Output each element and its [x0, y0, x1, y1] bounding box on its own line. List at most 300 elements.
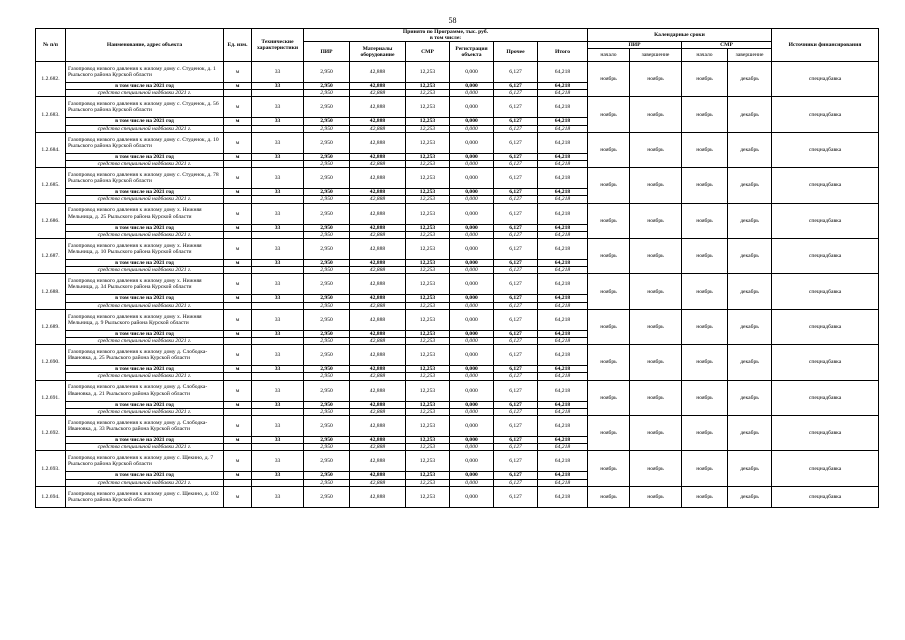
table-row [36, 451, 879, 472]
smr-cell: 12,253 [406, 196, 450, 203]
program-table [35, 28, 879, 508]
reg-cell: 0,000 [450, 345, 494, 366]
unit-cell: м [224, 274, 252, 295]
total-cell: 64,218 [538, 189, 588, 196]
tech-cell: 33 [252, 437, 304, 444]
mat-cell: 42,888 [350, 451, 406, 472]
tech-cell: 33 [252, 451, 304, 472]
object-name: Газопровод низкого давления к жилому дому д. Слободка-Ивановка, д. 21 Рыльского района Курской области [66, 380, 224, 401]
total-cell: 64,218 [538, 437, 588, 444]
other-cell: 6,127 [494, 444, 538, 451]
smr-cell: 12,253 [406, 203, 450, 224]
tech-cell: 33 [252, 83, 304, 90]
other-cell: 6,127 [494, 479, 538, 486]
reg-cell: 0,000 [450, 196, 494, 203]
mat-cell: 42,888 [350, 408, 406, 415]
row-number: 1.2.688. [36, 274, 66, 309]
pir-end-cell: ноябрь [630, 132, 682, 167]
smr-start-cell: ноябрь [682, 274, 728, 309]
smr-cell: 12,253 [406, 451, 450, 472]
tech-cell: 33 [252, 153, 304, 160]
row-number: 1.2.693. [36, 451, 66, 486]
total-cell: 64,218 [538, 401, 588, 408]
row-number: 1.2.692. [36, 416, 66, 451]
mat-cell: 42,888 [350, 366, 406, 373]
row-number: 1.2.686. [36, 203, 66, 238]
object-name: Газопровод низкого давления к жилому дому с. Студенок, д. 1 Рыльского района Курской области [66, 62, 224, 83]
other-cell: 6,127 [494, 380, 538, 401]
unit-cell: м [224, 330, 252, 337]
other-cell: 6,127 [494, 161, 538, 168]
tech-cell-empty [252, 231, 304, 238]
other-cell: 6,127 [494, 373, 538, 380]
smr-cell: 12,253 [406, 125, 450, 132]
total-cell: 64,218 [538, 239, 588, 260]
smr-cell: 12,253 [406, 309, 450, 330]
smr-end-cell: декабрь [728, 168, 772, 203]
mat-cell: 42,888 [350, 196, 406, 203]
smr-end-cell: декабрь [728, 203, 772, 238]
unit-cell: м [224, 224, 252, 231]
reg-cell: 0,000 [450, 168, 494, 189]
mat-cell: 42,888 [350, 302, 406, 309]
pir-cell: 2,950 [304, 267, 350, 274]
tech-cell-empty [252, 338, 304, 345]
pir-start-cell: ноябрь [588, 203, 630, 238]
other-cell: 6,127 [494, 62, 538, 83]
mat-cell: 42,888 [350, 479, 406, 486]
tech-cell: 33 [252, 260, 304, 267]
smr-end-cell: декабрь [728, 274, 772, 309]
smr-cell: 12,253 [406, 260, 450, 267]
object-name: Газопровод низкого давления к жилому дому х. Нижняя Мельница, д. 9 Рыльского района Курской области [66, 309, 224, 330]
reg-cell: 0,000 [450, 118, 494, 125]
tech-cell-empty [252, 161, 304, 168]
reg-cell: 0,000 [450, 486, 494, 507]
tech-cell: 33 [252, 239, 304, 260]
year-label: в том числе на 2021 год [66, 260, 224, 267]
reg-cell: 0,000 [450, 366, 494, 373]
smr-cell: 12,253 [406, 97, 450, 118]
pir-cell: 2,950 [304, 295, 350, 302]
header-smr: СМР [406, 42, 450, 62]
other-cell: 6,127 [494, 302, 538, 309]
reg-cell: 0,000 [450, 295, 494, 302]
pir-start-cell: ноябрь [588, 97, 630, 132]
table-row [36, 132, 879, 153]
smr-cell: 12,253 [406, 153, 450, 160]
other-cell: 6,127 [494, 203, 538, 224]
smr-cell: 12,253 [406, 437, 450, 444]
total-cell: 64,218 [538, 83, 588, 90]
smr-cell: 12,253 [406, 62, 450, 83]
mat-cell: 42,888 [350, 401, 406, 408]
total-cell: 64,218 [538, 125, 588, 132]
total-cell: 64,218 [538, 62, 588, 83]
smr-start-cell: ноябрь [682, 132, 728, 167]
pir-end-cell: ноябрь [630, 239, 682, 274]
pir-cell: 2,950 [304, 274, 350, 295]
reg-cell: 0,000 [450, 401, 494, 408]
tech-cell: 33 [252, 380, 304, 401]
smr-cell: 12,253 [406, 189, 450, 196]
other-cell: 6,127 [494, 401, 538, 408]
pir-start-cell: ноябрь [588, 451, 630, 486]
mat-cell: 42,888 [350, 274, 406, 295]
reg-cell: 0,000 [450, 90, 494, 97]
pir-start-cell: ноябрь [588, 486, 630, 507]
mat-cell: 42,888 [350, 486, 406, 507]
unit-cell: м [224, 153, 252, 160]
pir-end-cell: ноябрь [630, 345, 682, 380]
other-cell: 6,127 [494, 486, 538, 507]
mat-cell: 42,888 [350, 416, 406, 437]
pir-cell: 2,950 [304, 97, 350, 118]
total-cell: 64,218 [538, 416, 588, 437]
tech-cell: 33 [252, 416, 304, 437]
source-cell: спецнадбавка [772, 486, 879, 507]
pir-end-cell: ноябрь [630, 486, 682, 507]
source-cell: спецнадбавка [772, 416, 879, 451]
object-name: Газопровод низкого давления к жилому дому с. Студенок, д. 10 Рыльского района Курской области [66, 132, 224, 153]
unit-cell: м [224, 451, 252, 472]
pir-cell: 2,950 [304, 330, 350, 337]
other-cell: 6,127 [494, 267, 538, 274]
pir-cell: 2,950 [304, 345, 350, 366]
pir-start-cell: ноябрь [588, 168, 630, 203]
mat-cell: 42,888 [350, 168, 406, 189]
reg-cell: 0,000 [450, 97, 494, 118]
smr-start-cell: ноябрь [682, 97, 728, 132]
row-number: 1.2.690. [36, 345, 66, 380]
tech-cell-empty [252, 125, 304, 132]
header-name: Наименование, адрес объекта [66, 29, 224, 62]
unit-cell-empty [224, 479, 252, 486]
smr-cell: 12,253 [406, 486, 450, 507]
year-label: в том числе на 2021 год [66, 330, 224, 337]
total-cell: 64,218 [538, 224, 588, 231]
reg-cell: 0,000 [450, 239, 494, 260]
pir-cell: 2,950 [304, 338, 350, 345]
unit-cell: м [224, 260, 252, 267]
mat-cell: 42,888 [350, 239, 406, 260]
tech-cell-empty [252, 90, 304, 97]
reg-cell: 0,000 [450, 309, 494, 330]
header-pir-end: завершение [630, 49, 682, 62]
object-name: Газопровод низкого давления к жилому дому х. Нижняя Мельница, д. 25 Рыльского района Курской области [66, 203, 224, 224]
pir-cell: 2,950 [304, 62, 350, 83]
object-name: Газопровод низкого давления к жилому дому х. Нижняя Мельница, д. 10 Рыльского района Курской области [66, 239, 224, 260]
other-cell: 6,127 [494, 416, 538, 437]
other-cell: 6,127 [494, 224, 538, 231]
pir-start-cell: ноябрь [588, 274, 630, 309]
source-cell: спецнадбавка [772, 62, 879, 97]
total-cell: 64,218 [538, 267, 588, 274]
header-smr-start: начало [682, 49, 728, 62]
pir-cell: 2,950 [304, 451, 350, 472]
smr-cell: 12,253 [406, 239, 450, 260]
object-name: Газопровод низкого давления к жилому дому д. Слободка-Ивановка, д. 33 Рыльского района Курской области [66, 416, 224, 437]
other-cell: 6,127 [494, 451, 538, 472]
pir-end-cell: ноябрь [630, 309, 682, 344]
unit-cell: м [224, 416, 252, 437]
smr-end-cell: декабрь [728, 97, 772, 132]
year-label: в том числе на 2021 год [66, 224, 224, 231]
smr-cell: 12,253 [406, 416, 450, 437]
pir-start-cell: ноябрь [588, 62, 630, 97]
smr-start-cell: ноябрь [682, 239, 728, 274]
reg-cell: 0,000 [450, 416, 494, 437]
table-row [36, 416, 879, 437]
smr-end-cell: декабрь [728, 486, 772, 507]
total-cell: 64,218 [538, 345, 588, 366]
year-label: в том числе на 2021 год [66, 83, 224, 90]
header-other: Прочее [494, 42, 538, 62]
pir-start-cell: ноябрь [588, 239, 630, 274]
mat-cell: 42,888 [350, 231, 406, 238]
row-number: 1.2.687. [36, 239, 66, 274]
pir-cell: 2,950 [304, 260, 350, 267]
total-cell: 64,218 [538, 231, 588, 238]
other-cell: 6,127 [494, 90, 538, 97]
tech-cell: 33 [252, 401, 304, 408]
pir-cell: 2,950 [304, 401, 350, 408]
smr-cell: 12,253 [406, 295, 450, 302]
mat-cell: 42,888 [350, 444, 406, 451]
total-cell: 64,218 [538, 302, 588, 309]
other-cell: 6,127 [494, 97, 538, 118]
mat-cell: 42,888 [350, 380, 406, 401]
tech-cell-empty [252, 267, 304, 274]
tech-cell: 33 [252, 62, 304, 83]
special-label: средства специальной надбавки 2021 г. [66, 338, 224, 345]
mat-cell: 42,888 [350, 267, 406, 274]
table-row [36, 62, 879, 83]
pir-cell: 2,950 [304, 486, 350, 507]
smr-cell: 12,253 [406, 472, 450, 479]
total-cell: 64,218 [538, 408, 588, 415]
reg-cell: 0,000 [450, 231, 494, 238]
row-number: 1.2.683. [36, 97, 66, 132]
other-cell: 6,127 [494, 189, 538, 196]
source-cell: спецнадбавка [772, 239, 879, 274]
table-row [36, 203, 879, 224]
mat-cell: 42,888 [350, 161, 406, 168]
header-cost-title: Принято по Программе, тыс. руб. [402, 29, 489, 35]
reg-cell: 0,000 [450, 224, 494, 231]
pir-end-cell: ноябрь [630, 62, 682, 97]
reg-cell: 0,000 [450, 274, 494, 295]
smr-end-cell: декабрь [728, 62, 772, 97]
unit-cell: м [224, 83, 252, 90]
smr-end-cell: декабрь [728, 239, 772, 274]
special-label: средства специальной надбавки 2021 г. [66, 302, 224, 309]
total-cell: 64,218 [538, 451, 588, 472]
total-cell: 64,218 [538, 168, 588, 189]
year-label: в том числе на 2021 год [66, 366, 224, 373]
total-cell: 64,218 [538, 330, 588, 337]
mat-cell: 42,888 [350, 260, 406, 267]
smr-cell: 12,253 [406, 444, 450, 451]
smr-start-cell: ноябрь [682, 380, 728, 415]
unit-cell-empty [224, 231, 252, 238]
mat-cell: 42,888 [350, 97, 406, 118]
total-cell: 64,218 [538, 373, 588, 380]
header-unit: Ед. изм. [224, 29, 252, 62]
other-cell: 6,127 [494, 330, 538, 337]
total-cell: 64,218 [538, 444, 588, 451]
table-row [36, 97, 879, 118]
special-label: средства специальной надбавки 2021 г. [66, 267, 224, 274]
smr-end-cell: декабрь [728, 451, 772, 486]
other-cell: 6,127 [494, 168, 538, 189]
pir-end-cell: ноябрь [630, 380, 682, 415]
pir-end-cell: ноябрь [630, 203, 682, 238]
header-sources: Источники финансирования [772, 29, 879, 62]
source-cell: спецнадбавка [772, 97, 879, 132]
smr-end-cell: декабрь [728, 380, 772, 415]
header-pir: ПИР [304, 42, 350, 62]
smr-start-cell: ноябрь [682, 62, 728, 97]
smr-cell: 12,253 [406, 161, 450, 168]
table-row [36, 239, 879, 260]
reg-cell: 0,000 [450, 380, 494, 401]
unit-cell: м [224, 97, 252, 118]
object-name: Газопровод низкого давления к жилому дому с. Щекино, д. 7 Рыльского района Курской области [66, 451, 224, 472]
source-cell: спецнадбавка [772, 380, 879, 415]
page-number: 58 [448, 16, 457, 25]
unit-cell: м [224, 203, 252, 224]
year-label: в том числе на 2021 год [66, 472, 224, 479]
reg-cell: 0,000 [450, 338, 494, 345]
source-cell: спецнадбавка [772, 274, 879, 309]
object-name: Газопровод низкого давления к жилому дому с. Студенок, д. 78 Рыльского района Курской области [66, 168, 224, 189]
pir-cell: 2,950 [304, 132, 350, 153]
other-cell: 6,127 [494, 132, 538, 153]
table-row [36, 345, 879, 366]
smr-start-cell: ноябрь [682, 451, 728, 486]
header-including: в том числе: [429, 35, 462, 41]
smr-start-cell: ноябрь [682, 416, 728, 451]
pir-cell: 2,950 [304, 444, 350, 451]
reg-cell: 0,000 [450, 373, 494, 380]
total-cell: 64,218 [538, 153, 588, 160]
unit-cell: м [224, 309, 252, 330]
header-materials: Материалы оборудование [350, 42, 406, 62]
object-name: Газопровод низкого давления к жилому дому с. Щекино, д. 102 Рыльского района Курской области [66, 486, 224, 507]
pir-cell: 2,950 [304, 239, 350, 260]
tech-cell: 33 [252, 189, 304, 196]
year-label: в том числе на 2021 год [66, 295, 224, 302]
source-cell: спецнадбавка [772, 168, 879, 203]
object-name: Газопровод низкого давления к жилому дому д. Слободка-Ивановка, д. 25 Рыльского района Курской области [66, 345, 224, 366]
total-cell: 64,218 [538, 118, 588, 125]
mat-cell: 42,888 [350, 437, 406, 444]
table-row [36, 168, 879, 189]
total-cell: 64,218 [538, 196, 588, 203]
table-row [36, 486, 879, 507]
smr-end-cell: декабрь [728, 345, 772, 380]
pir-cell: 2,950 [304, 302, 350, 309]
header-tech: Технические характеристики [252, 29, 304, 62]
total-cell: 64,218 [538, 203, 588, 224]
unit-cell-empty [224, 444, 252, 451]
smr-cell: 12,253 [406, 330, 450, 337]
other-cell: 6,127 [494, 239, 538, 260]
tech-cell-empty [252, 373, 304, 380]
pir-start-cell: ноябрь [588, 345, 630, 380]
table-body [36, 62, 879, 508]
smr-start-cell: ноябрь [682, 309, 728, 344]
mat-cell: 42,888 [350, 83, 406, 90]
smr-cell: 12,253 [406, 373, 450, 380]
unit-cell: м [224, 62, 252, 83]
other-cell: 6,127 [494, 345, 538, 366]
special-label: средства специальной надбавки 2021 г. [66, 161, 224, 168]
mat-cell: 42,888 [350, 62, 406, 83]
pir-cell: 2,950 [304, 472, 350, 479]
mat-cell: 42,888 [350, 338, 406, 345]
pir-end-cell: ноябрь [630, 274, 682, 309]
pir-cell: 2,950 [304, 309, 350, 330]
total-cell: 64,218 [538, 274, 588, 295]
smr-cell: 12,253 [406, 267, 450, 274]
unit-cell: м [224, 189, 252, 196]
other-cell: 6,127 [494, 274, 538, 295]
smr-cell: 12,253 [406, 231, 450, 238]
unit-cell: м [224, 345, 252, 366]
row-number: 1.2.694. [36, 486, 66, 507]
header-num: № п/п [36, 29, 66, 62]
reg-cell: 0,000 [450, 408, 494, 415]
unit-cell: м [224, 366, 252, 373]
smr-end-cell: декабрь [728, 132, 772, 167]
row-number: 1.2.689. [36, 309, 66, 344]
smr-start-cell: ноябрь [682, 486, 728, 507]
tech-cell: 33 [252, 295, 304, 302]
reg-cell: 0,000 [450, 260, 494, 267]
tech-cell: 33 [252, 118, 304, 125]
header-cal-pir: ПИР [588, 42, 682, 49]
year-label: в том числе на 2021 год [66, 401, 224, 408]
table-row [36, 380, 879, 401]
unit-cell-empty [224, 373, 252, 380]
source-cell: спецнадбавка [772, 345, 879, 380]
object-name: Газопровод низкого давления к жилому дому х. Нижняя Мельница, д. 34 Рыльского района Курской области [66, 274, 224, 295]
row-number: 1.2.682. [36, 62, 66, 97]
tech-cell: 33 [252, 132, 304, 153]
total-cell: 64,218 [538, 338, 588, 345]
tech-cell-empty [252, 196, 304, 203]
unit-cell: м [224, 437, 252, 444]
smr-cell: 12,253 [406, 224, 450, 231]
mat-cell: 42,888 [350, 132, 406, 153]
header-pir-start: начало [588, 49, 630, 62]
tech-cell-empty [252, 479, 304, 486]
table-row [36, 274, 879, 295]
pir-cell: 2,950 [304, 479, 350, 486]
other-cell: 6,127 [494, 153, 538, 160]
source-cell: спецнадбавка [772, 309, 879, 344]
pir-cell: 2,950 [304, 231, 350, 238]
mat-cell: 42,888 [350, 153, 406, 160]
total-cell: 64,218 [538, 472, 588, 479]
pir-cell: 2,950 [304, 437, 350, 444]
pir-cell: 2,950 [304, 153, 350, 160]
special-label: средства специальной надбавки 2021 г. [66, 196, 224, 203]
pir-start-cell: ноябрь [588, 416, 630, 451]
smr-start-cell: ноябрь [682, 203, 728, 238]
